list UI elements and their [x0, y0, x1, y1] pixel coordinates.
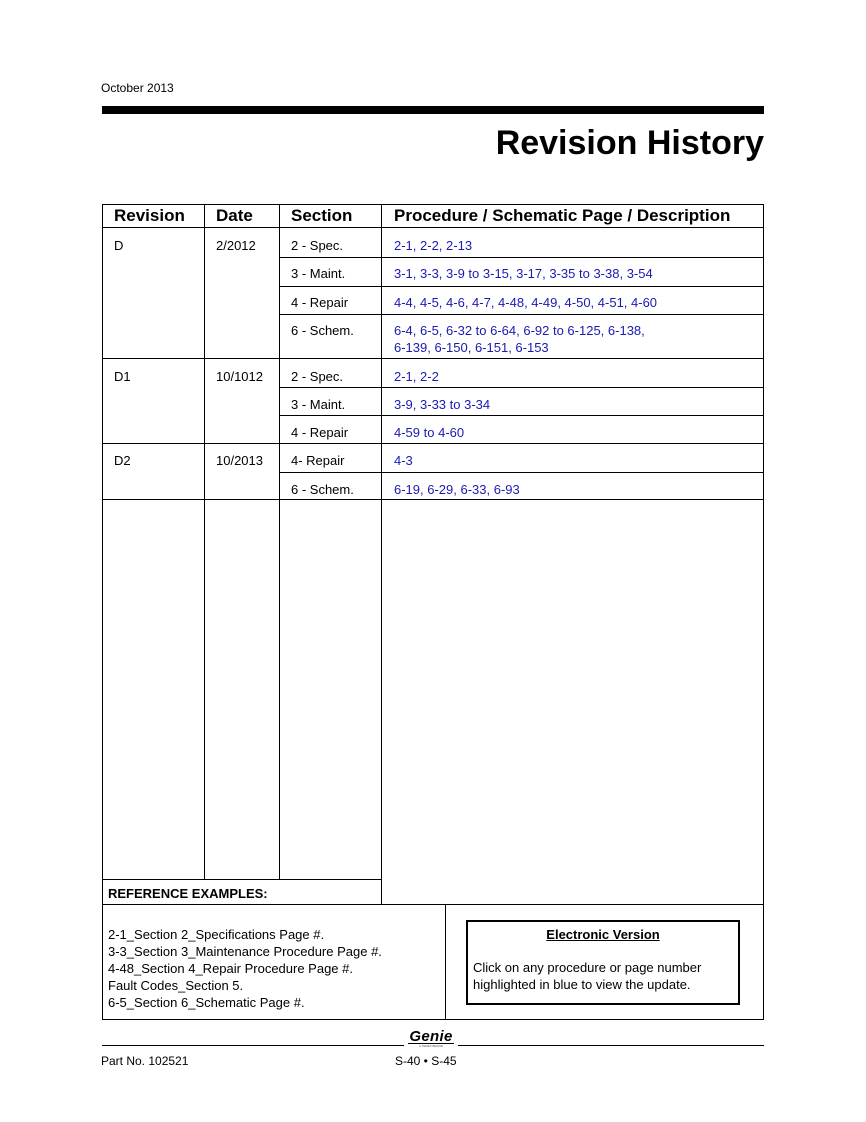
document-date: October 2013: [101, 81, 174, 95]
logo-wordmark: Genie: [409, 1028, 453, 1045]
page-link[interactable]: 3-9, 3-33 to 3-34: [394, 397, 491, 412]
row-divider: [279, 314, 764, 315]
date-cell: 10/2013: [216, 453, 263, 468]
electronic-version-line: Click on any procedure or page number: [473, 960, 702, 975]
reference-example: 6-5_Section 6_Schematic Page #.: [108, 995, 305, 1010]
column-header-date: Date: [216, 206, 253, 225]
page-link[interactable]: 6-19, 6-29, 6-33, 6-93: [394, 482, 520, 497]
reference-example: 3-3_Section 3_Maintenance Procedure Page #.: [108, 944, 382, 959]
electronic-version-box: [466, 920, 740, 1005]
part-number: Part No. 102521: [101, 1054, 189, 1068]
logo-subtext: A TEREX BRAND: [419, 1044, 443, 1048]
table-border-left: [102, 204, 103, 1020]
row-divider: [279, 257, 764, 258]
column-header-section: Section: [291, 206, 353, 225]
model-range: S-40 • S-45: [395, 1054, 457, 1068]
electronic-version-line: highlighted in blue to view the update.: [473, 977, 691, 992]
reference-label: REFERENCE EXAMPLES:: [108, 886, 268, 901]
section-cell: 3 - Maint.: [291, 397, 346, 412]
date-cell: 2/2012: [216, 238, 256, 253]
table-border-bottom: [102, 1019, 764, 1020]
reference-example: 2-1_Section 2_Specifications Page #.: [108, 927, 325, 942]
page-link[interactable]: 2-1, 2-2, 2-13: [394, 238, 473, 253]
table-border-top: [102, 204, 764, 205]
group-divider: [102, 443, 764, 444]
section-cell: 4 - Repair: [291, 425, 349, 440]
reference-example: 4-48_Section 4_Repair Procedure Page #.: [108, 961, 353, 976]
genie-logo: [404, 1028, 458, 1050]
page-link[interactable]: 4-4, 4-5, 4-6, 4-7, 4-48, 4-49, 4-50, 4-51, 4-60: [394, 295, 658, 310]
electronic-version-title: Electronic Version: [546, 927, 660, 942]
section-cell: 6 - Schem.: [291, 323, 354, 338]
revision-cell: D1: [114, 369, 131, 384]
section-cell: 2 - Spec.: [291, 238, 344, 253]
group-divider: [102, 499, 764, 500]
page-link[interactable]: 6-4, 6-5, 6-32 to 6-64, 6-92 to 6-125, 6-138,: [394, 323, 645, 338]
col-divider-section: [279, 204, 280, 880]
column-header-description: Procedure / Schematic Page / Description: [394, 206, 731, 225]
col-divider-date: [204, 204, 205, 880]
reference-example: Fault Codes_Section 5.: [108, 978, 244, 993]
page-link[interactable]: 2-1, 2-2: [394, 369, 439, 384]
section-cell: 3 - Maint.: [291, 266, 346, 281]
header-rule: [102, 106, 764, 114]
revision-cell: D: [114, 238, 124, 253]
header-divider: [102, 227, 764, 228]
date-cell: 10/1012: [216, 369, 263, 384]
reference-label-top: [102, 879, 381, 880]
table-border-right: [763, 204, 764, 1020]
row-divider: [279, 415, 764, 416]
col-divider-description: [381, 204, 382, 904]
reference-split: [445, 904, 446, 1020]
section-cell: 4- Repair: [291, 453, 345, 468]
reference-divider: [102, 904, 764, 905]
section-cell: 6 - Schem.: [291, 482, 354, 497]
revision-cell: D2: [114, 453, 131, 468]
section-cell: 4 - Repair: [291, 295, 349, 310]
electronic-version-text: [473, 959, 701, 993]
group-divider: [102, 358, 764, 359]
page-link[interactable]: 6-139, 6-150, 6-151, 6-153: [394, 340, 549, 355]
row-divider: [279, 472, 764, 473]
footer-rule-left: [102, 1045, 404, 1046]
reference-examples: [108, 926, 382, 1011]
row-divider: [279, 286, 764, 287]
section-cell: 2 - Spec.: [291, 369, 344, 384]
page-link[interactable]: 4-59 to 4-60: [394, 425, 465, 440]
footer-rule-right: [458, 1045, 764, 1046]
page-title: Revision History: [495, 124, 764, 162]
column-header-revision: Revision: [114, 206, 185, 225]
page-link[interactable]: 3-1, 3-3, 3-9 to 3-15, 3-17, 3-35 to 3-38, 3-54: [394, 266, 653, 281]
row-divider: [279, 387, 764, 388]
page-link[interactable]: 4-3: [394, 453, 413, 468]
